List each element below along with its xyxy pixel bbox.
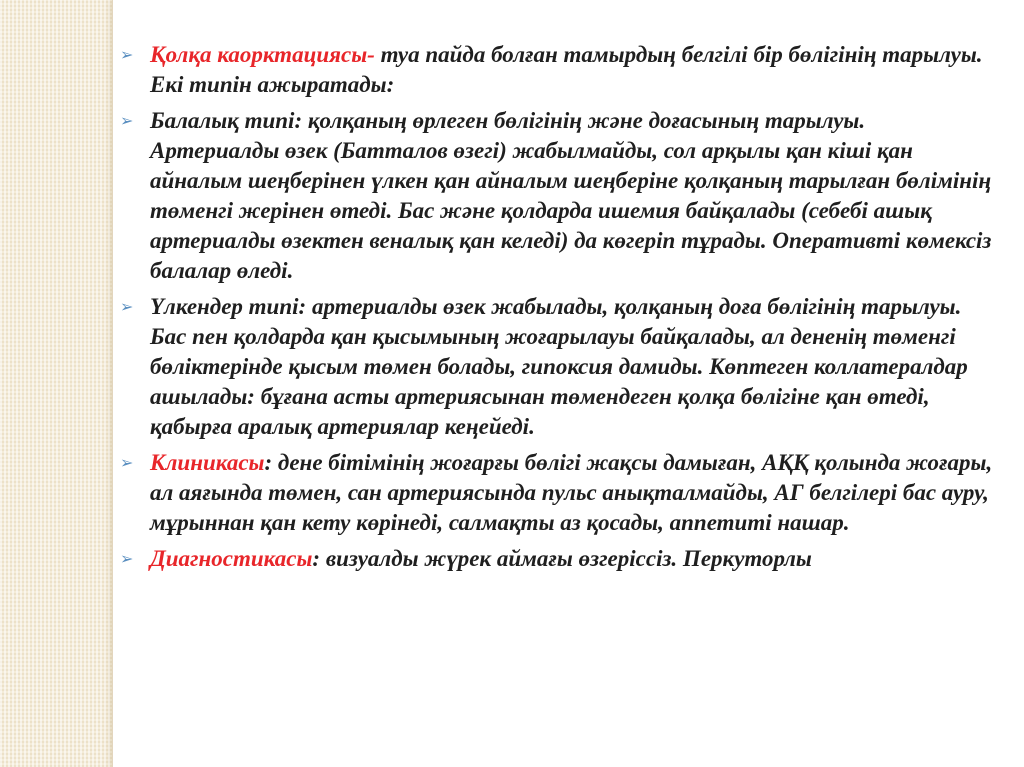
slide xyxy=(112,0,1024,767)
chevron-right-icon: ➢ xyxy=(120,453,134,472)
bullet-text: Үлкендер типі: артериалды өзек жабылады, қолқаның доға бөлігінің тарылуы. Бас пен қолдарда қан қысымының жоғарылауы байқалады, ал дененің төменгі бөліктерінде қысым төмен болады, гипоксия дамиды. Көптеген коллатералдар ашылады: бұғана асты артериясынан төмендеген қолқа бөлігіне қан өтеді, қабырға аралық артериялар кеңейеді. xyxy=(150,294,968,439)
bullet-text: Балалық типі: қолқаның өрлеген бөлігінің және доғасының тарылуы. Артериалды өзек (Батталов өзегі) жабылмайды, сол арқылы қан кіші қан айналым шеңберінен үлкен қан айналым шеңберіне қолқаның тарылған бөлімінің төменгі жерінен өтеді. Бас және қолдарда ишемия байқалады (себебі ашық артериалды өзектен веналық қан келеді) да көгеріп тұрады. Оперативті көмексіз балалар өледі. xyxy=(150,108,992,283)
chevron-right-icon: ➢ xyxy=(120,111,134,130)
chevron-right-icon: ➢ xyxy=(120,297,134,316)
term-label: Қолқа каорктациясы- xyxy=(150,42,375,67)
chevron-right-icon: ➢ xyxy=(120,45,134,64)
bullet-item xyxy=(120,544,1000,574)
term-label: Диагностикасы xyxy=(150,546,313,571)
bullet-item xyxy=(120,448,1000,538)
bullet-list xyxy=(120,40,1000,580)
term-label: Клиникасы xyxy=(150,450,265,475)
decorative-side-strip xyxy=(0,0,112,767)
bullet-text: : визуалды жүрек аймағы өзгеріссіз. Перкуторлы xyxy=(312,546,812,571)
bullet-text: туа пайда болған тамырдың белгілі бір бөлігінің тарылуы. Екі типін ажыратады: xyxy=(150,42,983,97)
chevron-right-icon: ➢ xyxy=(120,549,134,568)
bullet-item xyxy=(120,40,1000,100)
bullet-item xyxy=(120,106,1000,286)
bullet-text: : дене бітімінің жоғарғы бөлігі жақсы дамыған, АҚҚ қолында жоғары, ал аяғында төмен, сан артериясында пульс анықталмайды, АГ белгілері бас ауру, мұрыннан қан кету көрінеді, салмақты аз қосады, аппетиті нашар. xyxy=(150,450,993,535)
bullet-item xyxy=(120,292,1000,442)
